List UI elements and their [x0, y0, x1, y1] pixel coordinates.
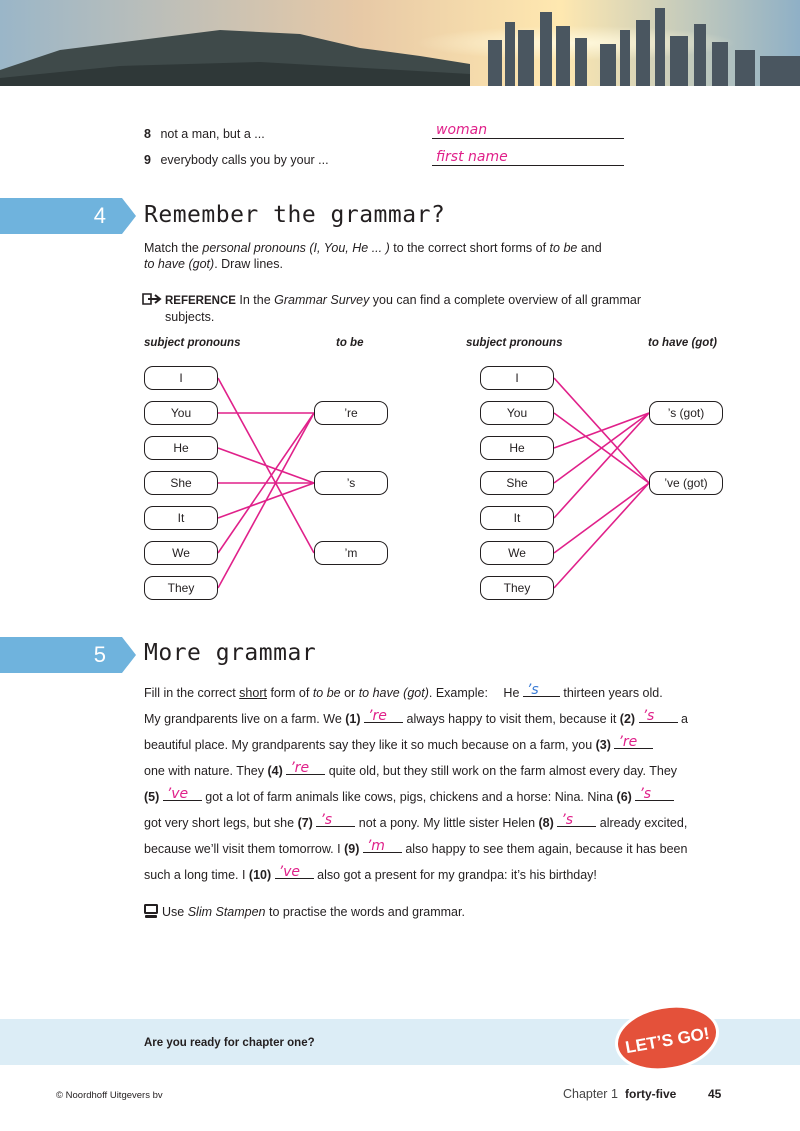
text-run: Use — [162, 905, 188, 919]
blank-number: (1) — [345, 712, 361, 726]
practice-tip — [162, 904, 682, 920]
pronoun-box[interactable]: You — [144, 401, 218, 425]
text-run: already excited, — [596, 816, 688, 830]
text-run: also happy to see them again, because it has been — [401, 842, 688, 856]
handwritten-answer: ’s — [639, 786, 652, 802]
pronoun-box[interactable]: We — [480, 541, 554, 565]
pronoun-box[interactable]: We — [144, 541, 218, 565]
text-run: not a pony. My little sister Helen — [355, 816, 539, 830]
text-run: and — [577, 241, 602, 255]
pronoun-box[interactable]: He — [480, 436, 554, 460]
pronoun-box[interactable]: She — [480, 471, 554, 495]
handwritten-answer: ’re — [618, 734, 638, 750]
badge-text: LET’S GO! — [623, 1023, 711, 1058]
item-number: 8 — [144, 127, 151, 141]
handwritten-answer: ’m — [366, 838, 385, 854]
paragraph-line — [144, 862, 724, 888]
answer-blank[interactable] — [316, 812, 355, 827]
fill-in-paragraph — [144, 680, 724, 888]
text-run[interactable]: Grammar Survey — [274, 293, 370, 307]
blank-number: (7) — [297, 816, 313, 830]
pronoun-box[interactable]: They — [480, 576, 554, 600]
copyright: © Noordhoff Uitgevers bv — [56, 1090, 163, 1101]
exercise-number-tab: 4 — [0, 198, 122, 234]
paragraph-line — [144, 810, 724, 836]
text-run: Fill in the correct — [144, 686, 240, 700]
column-heading: to have (got) — [648, 337, 717, 349]
computer-icon — [143, 903, 159, 919]
text-run: form of — [266, 686, 313, 700]
handwritten-answer: ’s — [642, 708, 655, 724]
column-heading: to be — [336, 337, 364, 349]
text-run: to practise the words and grammar. — [265, 905, 465, 919]
short-form-box[interactable]: ’s (got) — [649, 401, 723, 425]
text-run: such a long time. I — [144, 868, 249, 882]
ready-question: Are you ready for chapter one? — [144, 1037, 315, 1049]
text-run: got a lot of farm animals like cows, pigs, chickens and a horse: Nina. Nina — [201, 790, 617, 804]
text-run: because we’ll visit them tomorrow. I — [144, 842, 345, 856]
blank-number: (8) — [538, 816, 554, 830]
short-form-box[interactable]: ’re — [314, 401, 388, 425]
text-run: My grandparents live on a farm. We — [144, 712, 346, 726]
text-run: or — [340, 686, 359, 700]
handwritten-answer: woman — [436, 122, 488, 138]
answer-blank[interactable] — [275, 864, 314, 879]
item-number: 9 — [144, 153, 151, 167]
item-prompt: everybody calls you by your ... — [160, 153, 329, 167]
exercise-number-tab: 5 — [0, 637, 122, 673]
text-run: always happy to visit them, because it — [403, 712, 620, 726]
text-run: to be — [312, 686, 341, 700]
handwritten-answer: ’re — [290, 760, 310, 776]
text-run: you can find a complete overview of all grammar — [369, 293, 641, 307]
lets-go-badge — [612, 1002, 722, 1074]
text-run: to have (got) — [358, 686, 429, 700]
handwritten-answer: ’ve — [166, 786, 189, 802]
pronoun-box[interactable]: It — [144, 506, 218, 530]
text-run: also got a present for my grandpa: it’s his birthday! — [313, 868, 597, 882]
text-run: to have (got) — [144, 257, 215, 271]
answer-blank[interactable] — [639, 708, 678, 723]
pronoun-box[interactable]: He — [144, 436, 218, 460]
short-form-box[interactable]: ’ve (got) — [649, 471, 723, 495]
handwritten-answer: ’s — [526, 682, 539, 698]
match-line — [554, 483, 649, 588]
answer-blank[interactable] — [557, 812, 596, 827]
text-run: got very short legs, but she — [144, 816, 298, 830]
section-title: Remember the grammar? — [144, 202, 446, 228]
page-word: forty-five — [625, 1087, 677, 1101]
answer-blank[interactable] — [614, 734, 653, 749]
text-run: In the — [235, 293, 275, 307]
handwritten-answer: ’s — [320, 812, 333, 828]
pronoun-box[interactable]: I — [480, 366, 554, 390]
answer-blank[interactable] — [286, 760, 325, 775]
answer-blank[interactable] — [163, 786, 202, 801]
short-form-box[interactable]: ’m — [314, 541, 388, 565]
slim-stampen-link[interactable]: Slim Stampen — [187, 905, 266, 919]
text-run: thirteen years old. — [559, 686, 663, 700]
match-line — [554, 413, 649, 518]
section-title: More grammar — [144, 640, 317, 666]
text-run: to be — [549, 241, 578, 255]
match-line — [554, 483, 649, 553]
blank-number: (10) — [248, 868, 272, 882]
example-blank — [523, 682, 560, 697]
short-form-box[interactable]: ’s — [314, 471, 388, 495]
blank-number: (5) — [144, 790, 160, 804]
blank-number: (6) — [616, 790, 632, 804]
text-run: one with nature. They — [144, 764, 268, 778]
text-run: a — [677, 712, 688, 726]
match-line — [218, 448, 314, 483]
blank-number: (3) — [595, 738, 611, 752]
paragraph-line — [144, 732, 724, 758]
pronoun-box[interactable]: I — [144, 366, 218, 390]
handwritten-answer: first name — [436, 149, 508, 165]
text-run: . Draw lines. — [214, 257, 283, 271]
text-run: to the correct short forms of — [389, 241, 550, 255]
paragraph-line — [144, 836, 724, 862]
pronoun-box[interactable]: She — [144, 471, 218, 495]
blank-number: (9) — [344, 842, 360, 856]
match-line — [218, 413, 314, 588]
text-run: . Example: — [428, 686, 488, 700]
blank-number: (2) — [619, 712, 636, 726]
chapter-label: Chapter 1 — [563, 1087, 618, 1101]
page-number: 45 — [708, 1087, 722, 1101]
paragraph-line — [144, 784, 724, 810]
blank-number: (4) — [267, 764, 283, 778]
text-run: personal pronouns (I, You, He ... ) — [202, 241, 390, 255]
text-run: Match the — [144, 241, 203, 255]
paragraph-line — [144, 680, 724, 706]
answer-blank[interactable] — [635, 786, 674, 801]
answer-blank[interactable] — [363, 838, 402, 853]
item-prompt: not a man, but a ... — [160, 127, 265, 141]
text-run: short — [239, 686, 267, 700]
match-line — [554, 413, 649, 448]
text-run: beautiful place. My grandparents say they like it so much because on a farm, you — [144, 738, 596, 752]
pronoun-box[interactable]: They — [144, 576, 218, 600]
column-heading: subject pronouns — [466, 337, 563, 349]
text-run: He — [503, 686, 523, 700]
column-heading: subject pronouns — [144, 337, 241, 349]
handwritten-answer: ’s — [561, 812, 574, 828]
handwritten-answer: ’re — [368, 708, 387, 724]
pronoun-box[interactable]: It — [480, 506, 554, 530]
handwritten-answer: ’ve — [278, 864, 300, 880]
text-run: quite old, but they still work on the farm almost every day. They — [325, 764, 678, 778]
text-run: subjects. — [165, 310, 215, 324]
pronoun-box[interactable]: You — [480, 401, 554, 425]
paragraph-line — [144, 758, 724, 784]
answer-blank[interactable] — [364, 708, 403, 723]
reference-label: REFERENCE — [165, 295, 236, 307]
